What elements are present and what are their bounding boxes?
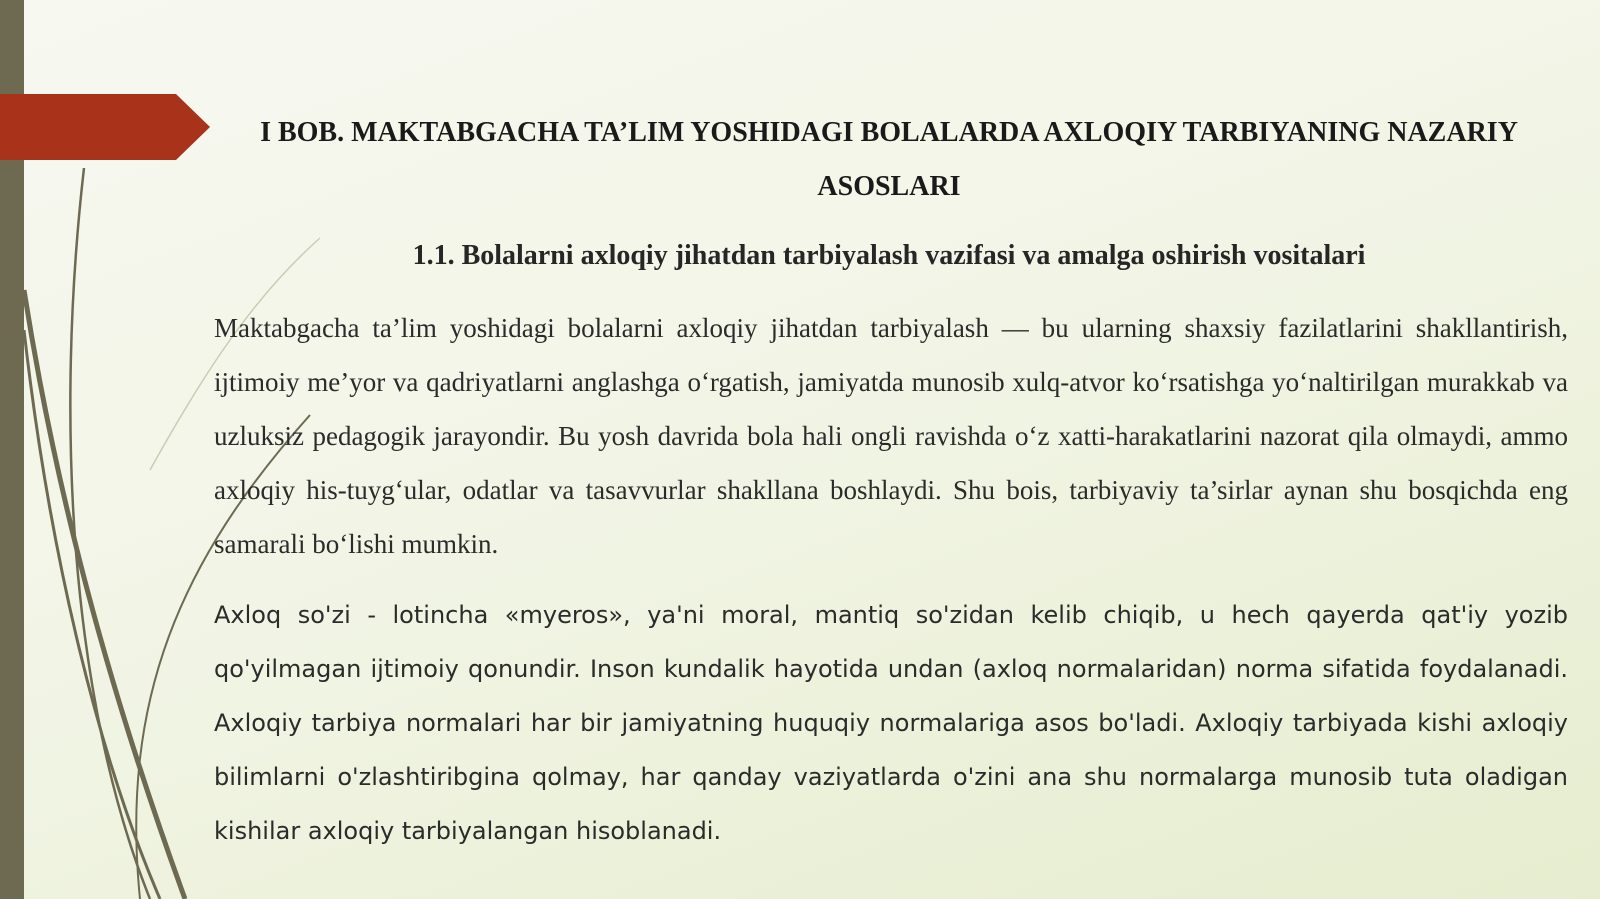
slide-subtitle: 1.1. Bolalarni axloqiy jihatdan tarbiyalash vazifasi va amalga oshirish vositalari bbox=[412, 240, 1366, 271]
body-paragraph-1: Maktabgacha ta’lim yoshidagi bolalarni axloqiy jihatdan tarbiyalash — bu ularning shaxsiy fazilatlarini shakllantirish, ijtimoiy me’yor va qadriyatlarni anglashga o‘rgatish, jamiyatda munosib xulq-atvor ko‘rsatishga yo‘naltirilgan murakkab va uzluksiz pedagogik jarayondir. Bu yosh davrida bola hali ongli ravishda o‘z xatti-harakatlarini nazorat qila olmaydi, ammo axloqiy his-tuyg‘ular, odatlar va tasavvurlar shakllana boshlaydi. Shu bois, tarbiyaviy ta’sirlar aynan shu bosqichda eng samarali bo‘lishi mumkin. bbox=[214, 313, 1568, 559]
body-paragraph-2: Axloq so'zi - lotincha «myeros», ya'ni moral, mantiq so'zidan kelib chiqib, u hech qayerda qat'iy yozib qo'yilmagan ijtimoiy qonundir. Inson kundalik hayotida undan (axloq normalaridan) norma sifatida foydalanadi. Axloqiy tarbiya normalari har bir jamiyatning huquqiy normalariga asos bo'ladi. Axloqiy tarbiyada kishi axloqiy bilimlarni o'zlashtiribgina qolmay, har qanday vaziyatlarda o'zini ana shu normalarga munosib tuta oladigan kishilar axloqiy tarbiyalangan hisoblanadi. bbox=[214, 601, 1568, 845]
slide-title: I BOB. MAKTABGACHA TA’LIM YOSHIDAGI BOLALARDA AXLOQIY TARBIYANING NAZARIY ASOSLARI bbox=[260, 117, 1518, 202]
title-arrow-banner bbox=[0, 94, 210, 160]
